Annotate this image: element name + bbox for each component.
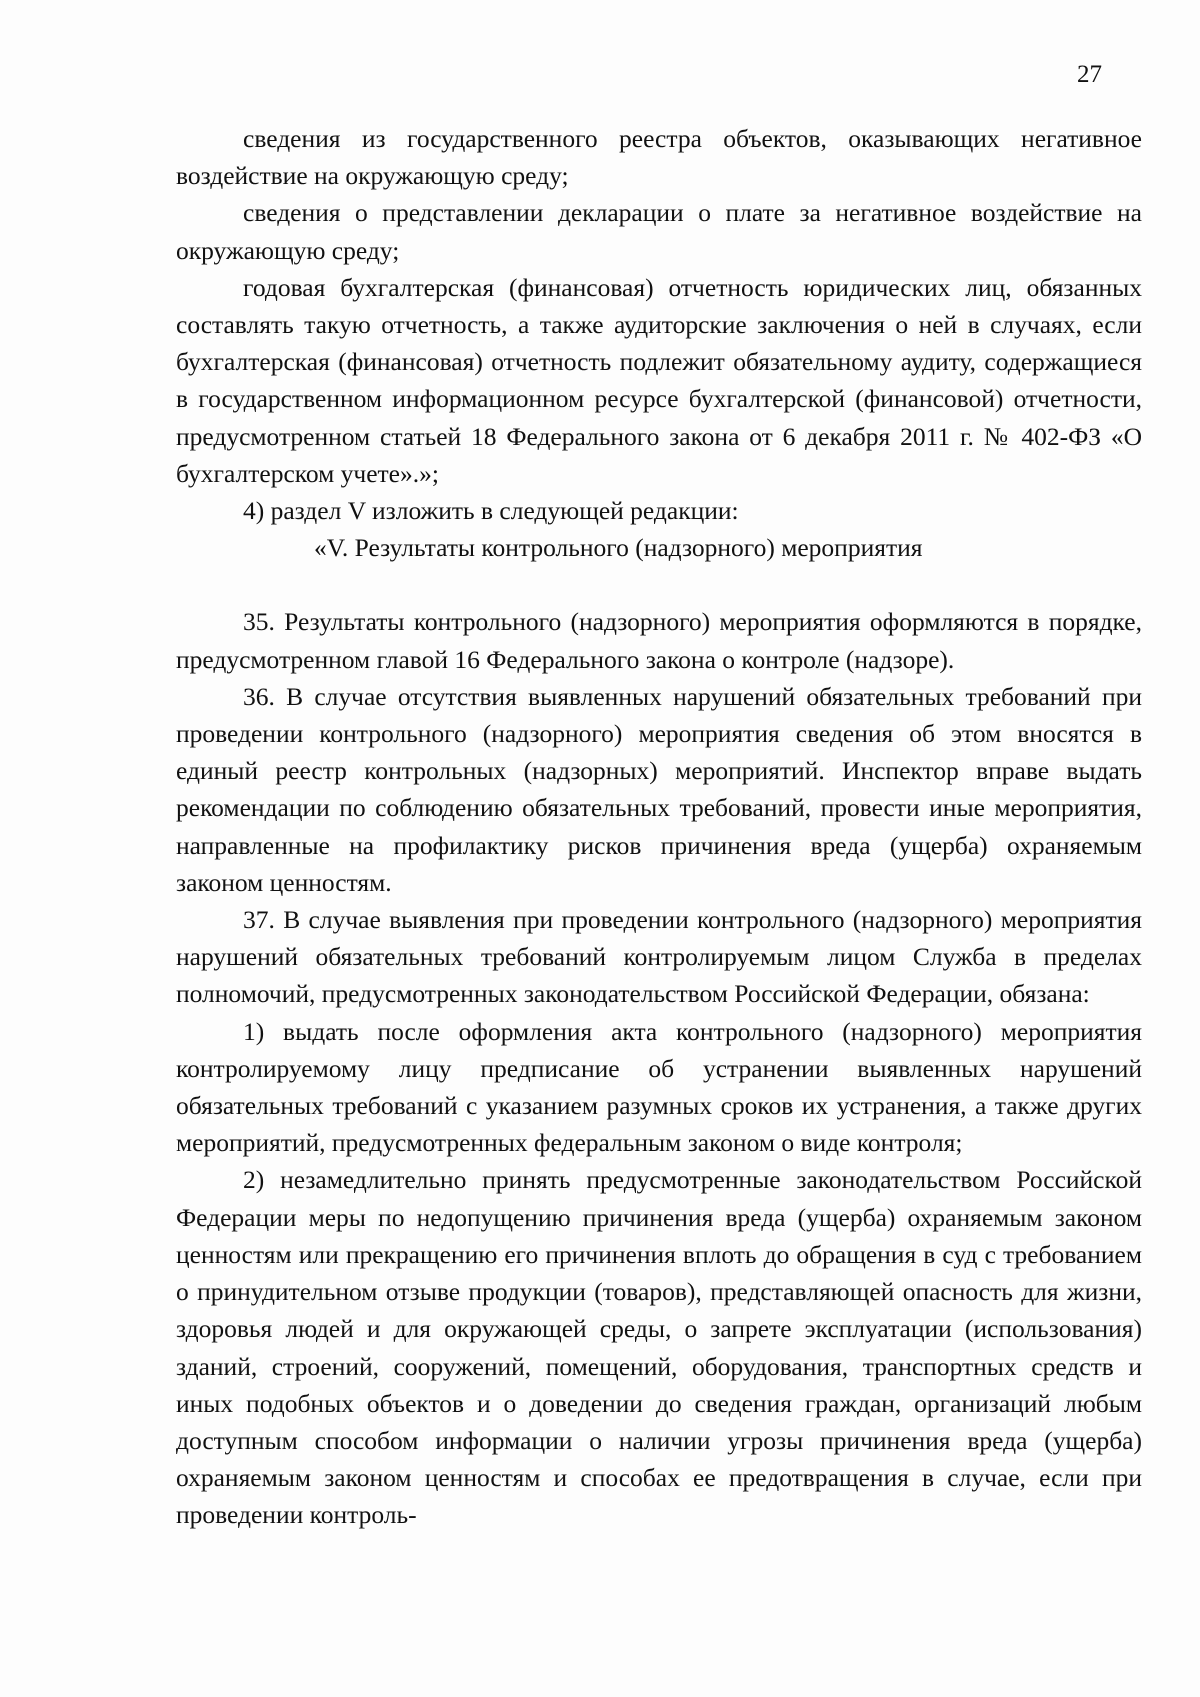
paragraph-registry-info: сведения из государственного реестра объектов, оказывающих негативное воздействие на окружающую среду; xyxy=(176,124,1142,191)
paragraph-declaration-info: сведения о представлении декларации о плате за негативное воздействие на окружающую среду; xyxy=(176,198,1142,265)
document-body xyxy=(176,120,1142,1534)
paragraph-annual-reporting: годовая бухгалтерская (финансовая) отчетность юридических лиц, обязанных составлять такую отчетность, а также аудиторские заключения о ней в случаях, если бухгалтерская (финансовая) отчетность подлежит обязательному аудиту, содержащиеся в государственном информационном ресурсе бухгалтерской (финансовой) отчетности, предусмотренном статьей 18 Федерального закона от 6 декабря 2011 г. № 402-ФЗ «О бухгалтерском учете».»; xyxy=(176,272,1142,488)
page-number: 27 xyxy=(1077,61,1102,88)
paragraph-item-37: 37. В случае выявления при проведении контрольного (надзорного) мероприятия нарушений обязательных требований контролируемым лицом Служба в пределах полномочий, предусмотренных законодательством Российской Федерации, обязана: xyxy=(176,905,1142,1009)
paragraph-item-35: 35. Результаты контрольного (надзорного) мероприятия оформляются в порядке, предусмотренном главой 16 Федерального закона о контроле (надзоре). xyxy=(176,607,1142,674)
paragraph-subitem-2: 2) незамедлительно принять предусмотренные законодательством Российской Федерации меры по недопущению причинения вреда (ущерба) охраняемым законом ценностям или прекращению его причинения вплоть до обращения в суд с требованием о принудительном отзыве продукции (товаров), представляющей опасность для жизни, здоровья людей и для окружающей среды, о запрете эксплуатации (использования) зданий, строений, сооружений, помещений, оборудования, транспортных средств и иных подобных объектов и о доведении до сведения граждан, организаций любым доступным способом информации о наличии угрозы причинения вреда (ущерба) охраняемым законом ценностям и способах ее предотвращения в случае, если при проведении контроль- xyxy=(176,1165,1142,1530)
paragraph-subitem-1: 1) выдать после оформления акта контрольного (надзорного) мероприятия контролируемому лицу предписание об устранении выявленных нарушений обязательных требований с указанием разумных сроков их устранения, а также других мероприятий, предусмотренных федеральным законом о виде контроля; xyxy=(176,1016,1142,1158)
section-heading: «V. Результаты контрольного (надзорного) мероприятия xyxy=(314,533,923,563)
paragraph-section-v-amendment: 4) раздел V изложить в следующей редакции: xyxy=(243,496,739,526)
paragraph-item-36: 36. В случае отсутствия выявленных нарушений обязательных требований при проведении контрольного (надзорного) мероприятия сведения об этом вносятся в единый реестр контрольных (надзорных) мероприятий. Инспектор вправе выдать рекомендации по соблюдению обязательных требований, провести иные мероприятия, направленные на профилактику рисков причинения вреда (ущерба) охраняемым законом ценностям. xyxy=(176,681,1142,897)
